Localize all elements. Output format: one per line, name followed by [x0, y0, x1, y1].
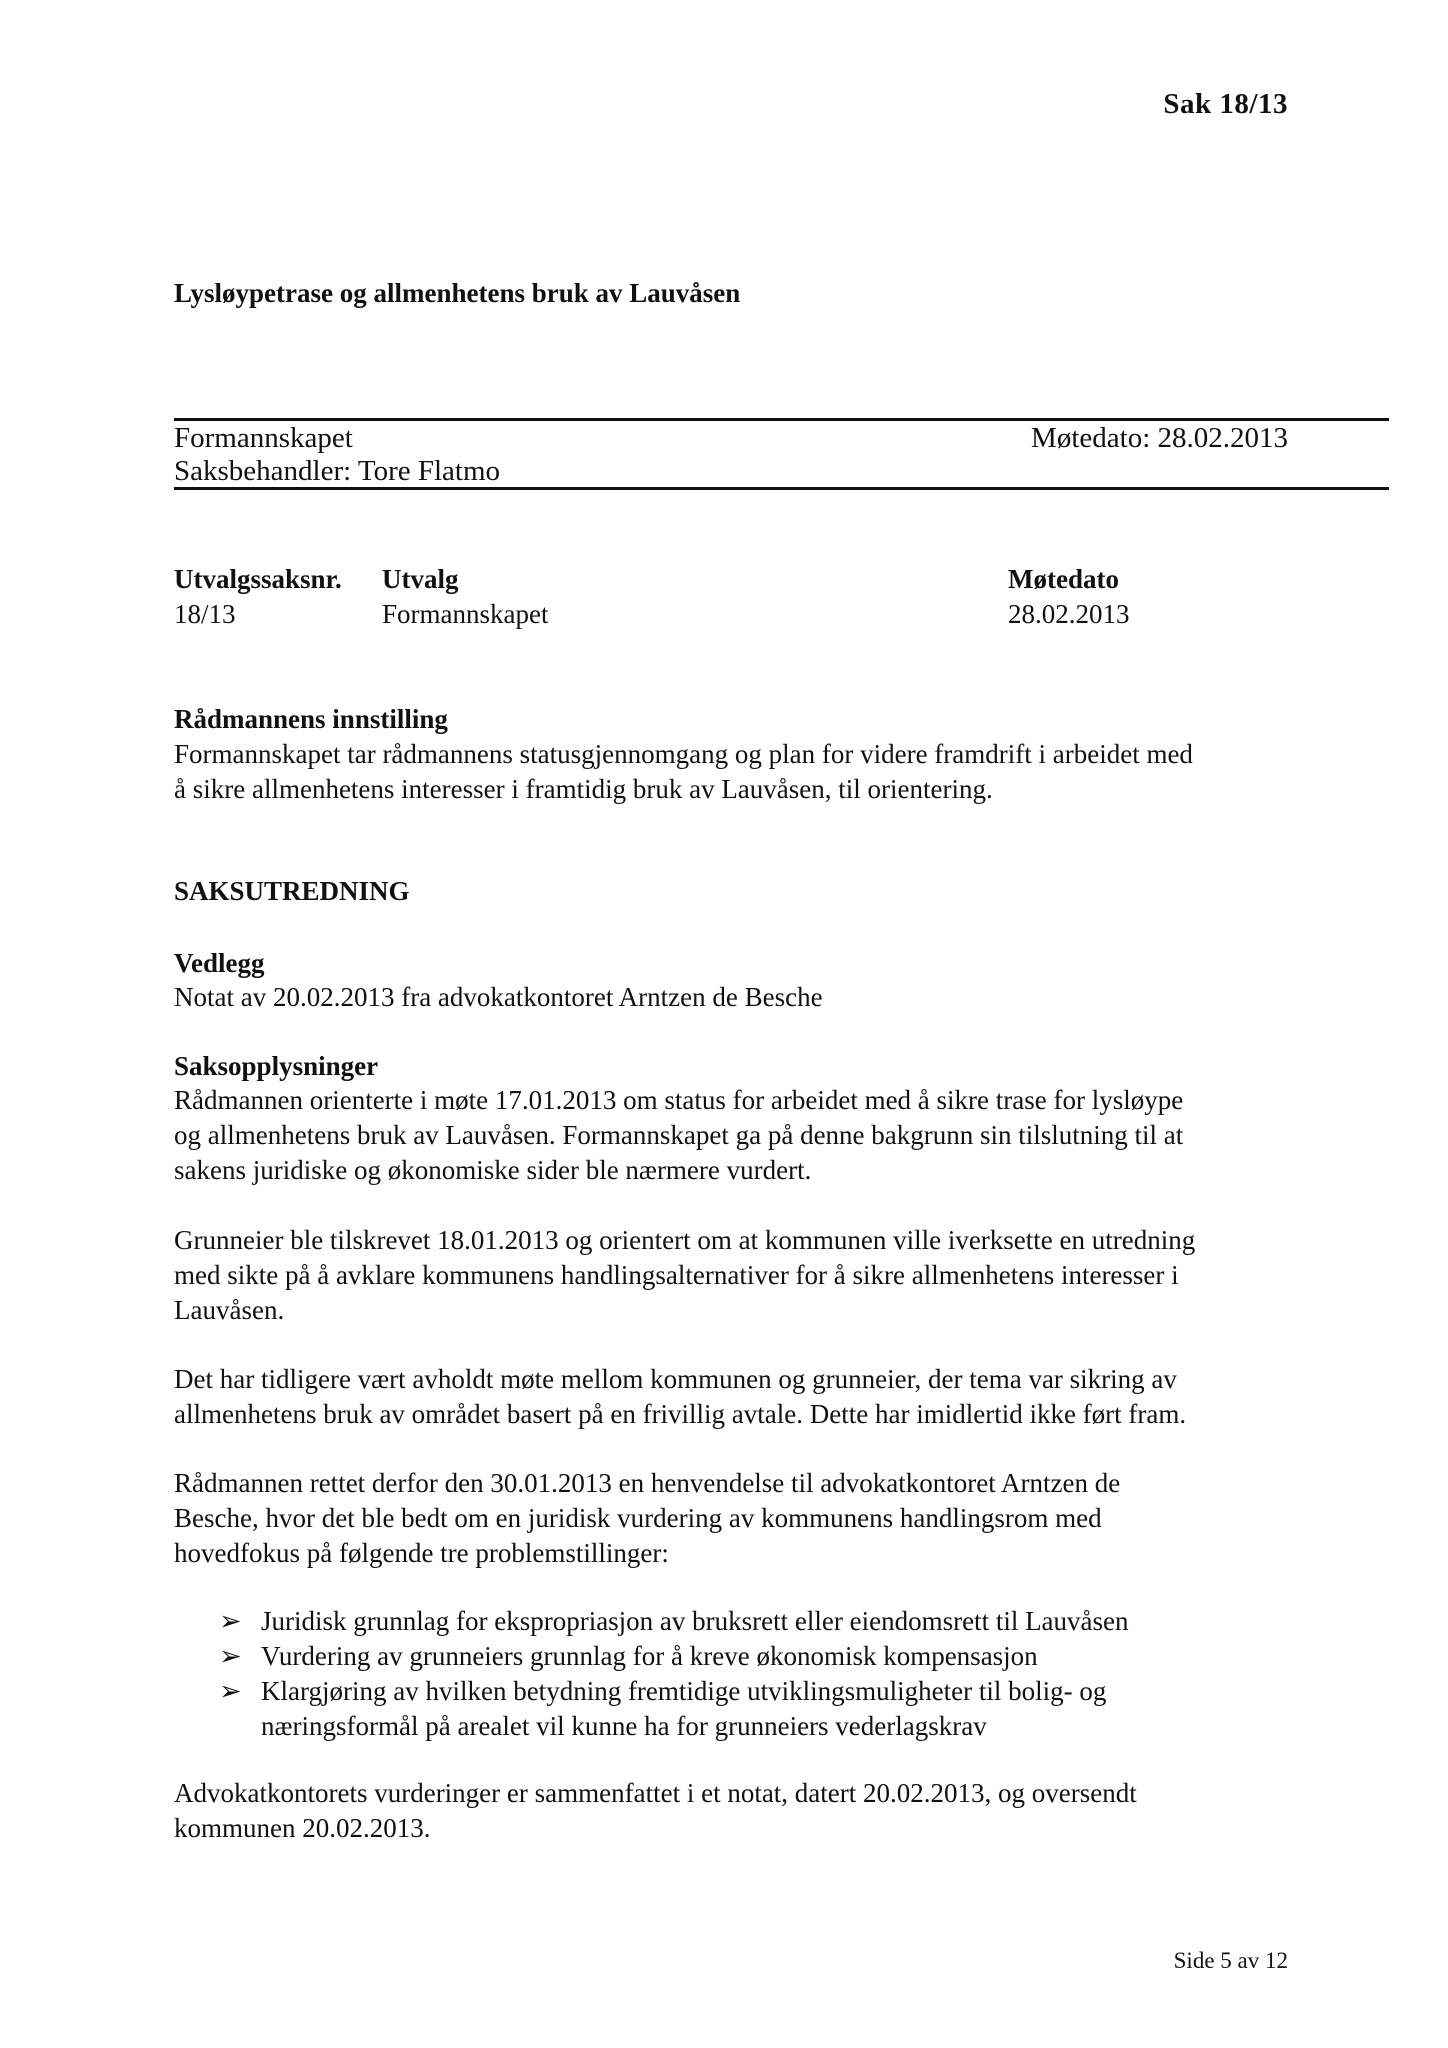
bullet-list: [219, 1604, 1129, 1744]
paragraph: [174, 1223, 1354, 1328]
section-title: SAKSUTREDNING: [174, 876, 410, 906]
text-line: Det har tidligere vært avholdt møte mellom kommunen og grunneier, der tema var sikring av: [174, 1364, 1177, 1394]
text-line: kommunen 20.02.2013.: [174, 1813, 431, 1843]
list-item: [219, 1674, 1129, 1744]
text-line: Rådmannen rettet derfor den 30.01.2013 en henvendelse til advokatkontoret Arntzen de: [174, 1468, 1121, 1498]
attachment-heading: Vedlegg: [174, 948, 265, 978]
text-line: Grunneier ble tilskrevet 18.01.2013 og orientert om at kommunen ville iverksette en utredning: [174, 1225, 1196, 1255]
text-line: næringsformål på arealet vil kunne ha for grunneiers vederlagskrav: [261, 1711, 987, 1741]
table-cell-date: 28.02.2013: [1008, 599, 1130, 629]
text-line: sakens juridiske og økonomiske sider ble nærmere vurdert.: [174, 1155, 812, 1185]
table-header-date: Møtedato: [1008, 564, 1119, 594]
table-cell-case-no: 18/13: [174, 599, 236, 629]
meeting-date: Møtedato: 28.02.2013: [1031, 422, 1288, 454]
paragraph: [174, 1776, 1354, 1846]
arrow-bullet-icon: ➢: [219, 1676, 242, 1706]
list-item: [219, 1604, 1129, 1639]
arrow-bullet-icon: ➢: [219, 1641, 242, 1671]
table-header-case-no: Utvalgssaksnr.: [174, 564, 342, 594]
text-line: Vurdering av grunneiers grunnlag for å kreve økonomisk kompensasjon: [261, 1641, 1038, 1671]
paragraph: [174, 1362, 1354, 1432]
case-officer: Saksbehandler: Tore Flatmo: [174, 455, 501, 487]
page-number: Side 5 av 12: [1173, 1948, 1288, 1973]
text-line: og allmenhetens bruk av Lauvåsen. Formannskapet ga på denne bakgrunn sin tilslutning til at: [174, 1120, 1184, 1150]
attachment-text: Notat av 20.02.2013 fra advokatkontoret Arntzen de Besche: [174, 982, 823, 1012]
text-line: allmenhetens bruk av området basert på en frivillig avtale. Dette har imidlertid ikke ført fram.: [174, 1399, 1187, 1429]
divider-bottom: [174, 487, 1389, 490]
document-title: Lysløypetrase og allmenhetens bruk av Lauvåsen: [174, 278, 741, 308]
text-line: med sikte på å avklare kommunens handlingsalternativer for å sikre allmenhetens interesser i: [174, 1260, 1179, 1290]
text-line: Rådmannen orienterte i møte 17.01.2013 om status for arbeidet med å sikre trase for lysløype: [174, 1085, 1184, 1115]
committee-name: Formannskapet: [174, 422, 353, 454]
recommendation-text: [174, 737, 1334, 807]
text-line: Besche, hvor det ble bedt om en juridisk vurdering av kommunens handlingsrom med: [174, 1503, 1102, 1533]
text-line: Lauvåsen.: [174, 1295, 285, 1325]
text-line: Advokatkontorets vurderinger er sammenfattet i et notat, datert 20.02.2013, og oversendt: [174, 1778, 1137, 1808]
text-line: Formannskapet tar rådmannens statusgjennomgang og plan for videre framdrift i arbeidet med: [174, 739, 1193, 769]
facts-heading: Saksopplysninger: [174, 1051, 379, 1081]
list-item: [219, 1639, 1129, 1674]
arrow-bullet-icon: ➢: [219, 1606, 242, 1636]
text-line: Juridisk grunnlag for ekspropriasjon av bruksrett eller eiendomsrett til Lauvåsen: [261, 1606, 1129, 1636]
paragraph: [174, 1466, 1354, 1571]
case-number: Sak 18/13: [1163, 88, 1288, 120]
text-line: hovedfokus på følgende tre problemstillinger:: [174, 1538, 669, 1568]
table-cell-committee: Formannskapet: [382, 599, 549, 629]
recommendation-heading: Rådmannens innstilling: [174, 704, 448, 734]
table-header-committee: Utvalg: [382, 564, 459, 594]
text-line: å sikre allmenhetens interesser i framtidig bruk av Lauvåsen, til orientering.: [174, 774, 993, 804]
text-line: Klargjøring av hvilken betydning fremtidige utviklingsmuligheter til bolig- og: [261, 1676, 1107, 1706]
paragraph: [174, 1083, 1354, 1188]
